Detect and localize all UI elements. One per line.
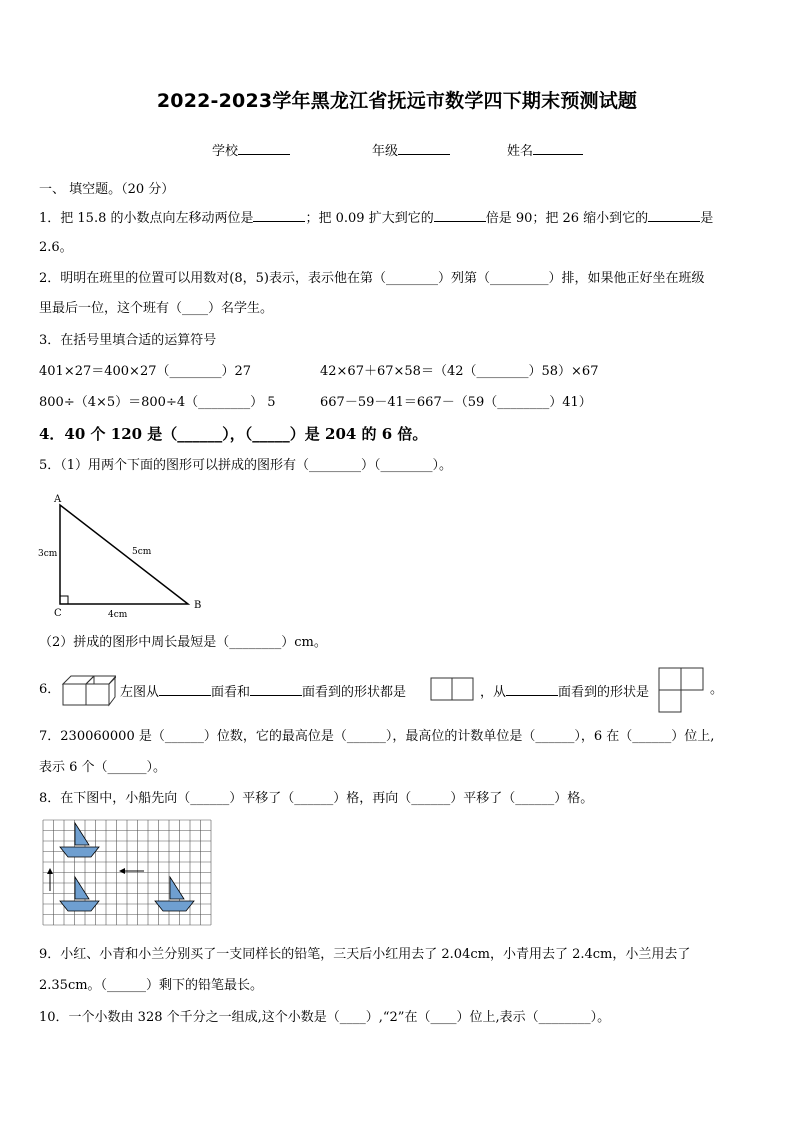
right-angle-mark xyxy=(60,596,68,604)
question-4: 4．40 个 120 是（______），（_____）是 204 的 6 倍。 xyxy=(39,425,428,443)
question-7-line-1: 7．230060000 是（______）位数，它的最高位是（______），最高位的计数单位是（______），6 在（______）位上, xyxy=(39,729,715,744)
q6-blank-1[interactable] xyxy=(159,681,211,696)
name-field xyxy=(507,140,583,159)
question-6-end: 。 xyxy=(710,682,724,697)
question-3-heading: 3．在括号里填合适的运算符号 xyxy=(39,333,217,348)
question-6-line-end xyxy=(480,681,649,702)
question-9-line-1: 9．小红、小青和小兰分别买了一支同样长的铅笔，三天后小红用去了 2.04cm，小青用去了 2.4cm，小兰用去了 xyxy=(39,947,691,962)
name-blank[interactable] xyxy=(533,140,583,155)
question-10-text: 10．一个小数由 328 个千分之一组成,这个小数是（____）,“2”在（____）位上,表示（________）。 xyxy=(39,1010,611,1025)
boat-bottom-right xyxy=(155,877,194,911)
q6-part2: 面看和 xyxy=(211,685,251,700)
school-field xyxy=(212,140,290,159)
question-3-d: 667－59－41＝667－（59（________）41） xyxy=(320,395,592,410)
grade-label: 年级 xyxy=(372,144,399,159)
section-heading: 一、 填空题。（20 分） xyxy=(39,182,175,197)
side-cb-label: 4cm xyxy=(108,610,128,620)
left-arrow-icon xyxy=(119,868,144,874)
question-1-line-1 xyxy=(39,207,713,228)
side-ab-label: 5cm xyxy=(132,547,152,557)
grade-field xyxy=(372,140,450,159)
question-5-text: 5．（1）用两个下面的图形可以拼成的图形有（________）（________）。 xyxy=(39,458,453,473)
question-6-line xyxy=(120,681,406,702)
q1-blank-3[interactable] xyxy=(648,207,700,222)
question-6-number: 6． xyxy=(39,682,61,697)
grade-blank[interactable] xyxy=(398,140,450,155)
side-ac-label: 3cm xyxy=(38,549,58,559)
boat-bottom-left xyxy=(60,877,99,911)
right-triangle-figure xyxy=(36,490,216,620)
up-arrow-icon xyxy=(47,868,53,891)
question-3-c: 800÷（4×5）＝800÷4（________） 5 xyxy=(39,395,276,410)
q1-blank-1[interactable] xyxy=(253,207,305,222)
school-label: 学校 xyxy=(212,144,239,159)
q6-blank-2[interactable] xyxy=(250,681,302,696)
boat-grid-figure xyxy=(42,819,212,931)
question-2-line-2: 里最后一位，这个班有（____）名学生。 xyxy=(39,301,274,316)
q6-part4: ，从 xyxy=(480,685,507,700)
question-1-line-2: 2.6。 xyxy=(39,240,73,255)
question-2-line-1: 2．明明在班里的位置可以用数对(8，5)表示，表示他在第（________）列第（_________）排，如果他正好坐在班级 xyxy=(39,271,705,286)
boat-top xyxy=(60,823,99,857)
triangle-shape xyxy=(60,505,188,604)
vertex-a-label: A xyxy=(54,494,62,505)
vertex-c-label: C xyxy=(54,608,62,619)
question-3-b: 42×67＋67×58＝（42（________）58）×67 xyxy=(320,364,599,379)
l-shape-view-icon xyxy=(658,667,706,713)
question-7-line-2: 表示 6 个（______）。 xyxy=(39,760,167,775)
q1-part1: 1．把 15.8 的小数点向左移动两位是 xyxy=(39,211,254,226)
q1-blank-2[interactable] xyxy=(434,207,486,222)
two-squares-view-icon xyxy=(430,677,474,701)
cube-blocks-icon xyxy=(60,672,116,708)
q1-part3: 倍是 90；把 26 缩小到它的 xyxy=(485,211,649,226)
question-3-a: 401×27＝400×27（________）27 xyxy=(39,364,252,379)
page-title: 2022-2023学年黑龙江省抚远市数学四下期末预测试题 xyxy=(156,90,638,112)
q6-blank-3[interactable] xyxy=(506,681,558,696)
q6-part1: 左图从 xyxy=(120,685,160,700)
vertex-b-label: B xyxy=(194,600,202,611)
question-8-text: 8．在下图中，小船先向（______）平移了（______）格，再向（______）平移了（______）格。 xyxy=(39,791,594,806)
name-label: 姓名 xyxy=(507,144,534,159)
school-blank[interactable] xyxy=(238,140,290,155)
question-9-line-2: 2.35cm。（______）剩下的铅笔最长。 xyxy=(39,978,264,993)
q6-part3: 面看到的形状都是 xyxy=(302,685,407,700)
q6-part5: 面看到的形状是 xyxy=(558,685,650,700)
question-5-text-2: （2）拼成的图形中周长最短是（________）cm。 xyxy=(39,635,327,650)
q1-part4: 是 xyxy=(700,211,714,226)
q1-part2: ；把 0.09 扩大到它的 xyxy=(305,211,434,226)
